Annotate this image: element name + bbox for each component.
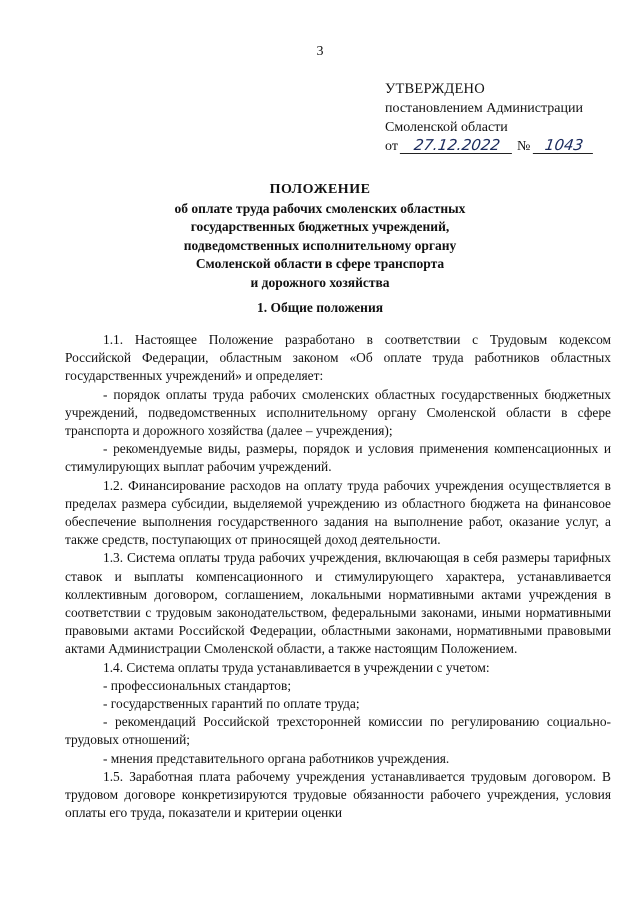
approval-line-2: Смоленской области: [385, 120, 508, 135]
approval-date-line: [385, 137, 625, 156]
document-body: [65, 331, 611, 822]
page-number: 3: [316, 44, 324, 59]
paragraph: - государственных гарантий по оплате труда;: [103, 696, 360, 712]
paragraph: - профессиональных стандартов;: [103, 677, 292, 693]
approval-heading: УТВЕРЖДЕНО: [385, 81, 485, 97]
document-title: [0, 181, 640, 292]
from-prefix: от: [385, 139, 398, 154]
approval-block: [385, 80, 625, 156]
title-line-2: государственных бюджетных учреждений,: [190, 219, 450, 234]
section-heading: 1. Общие положения: [256, 300, 384, 315]
handwritten-date: 27.12.2022: [400, 137, 514, 154]
paragraph: - рекомендаций Российской трехсторонней комиссии по регулированию социально-трудовых отношений;: [65, 714, 611, 748]
title-main: ПОЛОЖЕНИЕ: [269, 182, 371, 197]
title-line-4: Смоленской области в сфере транспорта: [195, 256, 445, 271]
number-sign: №: [516, 139, 531, 154]
paragraph: 1.4. Система оплаты труда устанавливается в учреждении с учетом:: [103, 659, 490, 675]
approval-line-1: постановлением Администрации: [385, 101, 583, 116]
paragraph: 1.3. Система оплаты труда рабочих учреждения, включающая в себя размеры тарифных ставок и выплаты компенсационного и стимулирующего характера, устанавливается коллективным договором, соглашением, локальными нормативными актами учреждения в соответствии с трудовым законодательством, федеральными законами, иными нормативными правовыми актами Российской Федерации, областными законами, нормативными правовыми актами Администрации Смоленской области, а также настоящим Положением.: [65, 550, 611, 657]
paragraph: 1.5. Заработная плата рабочему учреждения устанавливается трудовым договором. В трудовом договоре конкретизируются трудовые обязанности рабочего учреждения, условия оплаты его труда, показатели и критерии оценки: [65, 768, 611, 821]
title-line-1: об оплате труда рабочих смоленских областных: [174, 200, 466, 216]
handwritten-number: 1043: [533, 137, 595, 154]
title-line-5: и дорожного хозяйства: [250, 274, 390, 290]
paragraph: - мнения представительного органа работников учреждения.: [103, 750, 450, 766]
paragraph: 1.1. Настоящее Положение разработано в соответствии с Трудовым кодексом Российской Федерации, областным законом «Об оплате труда работников областных государственных учреждений» и определяет:: [65, 332, 611, 384]
paragraph: 1.2. Финансирование расходов на оплату труда рабочих учреждения осуществляется в пределах размера субсидии, выделяемой учреждению из областного бюджета на финансовое обеспечение выполнения государственного задания на выполнение работ, оказание услуг, а также средств, поступающих от приносящей доход деятельности.: [65, 477, 611, 548]
title-line-3: подведомственных исполнительному органу: [183, 237, 457, 253]
paragraph: - порядок оплаты труда рабочих смоленских областных государственных бюджетных учреждений, подведомственных исполнительному органу Смоленской области в сфере транспорта и дорожного хозяйства (далее – учреждения);: [65, 386, 611, 439]
paragraph: - рекомендуемые виды, размеры, порядок и условия применения компенсационных и стимулирующих выплат рабочим учреждений.: [65, 441, 611, 475]
